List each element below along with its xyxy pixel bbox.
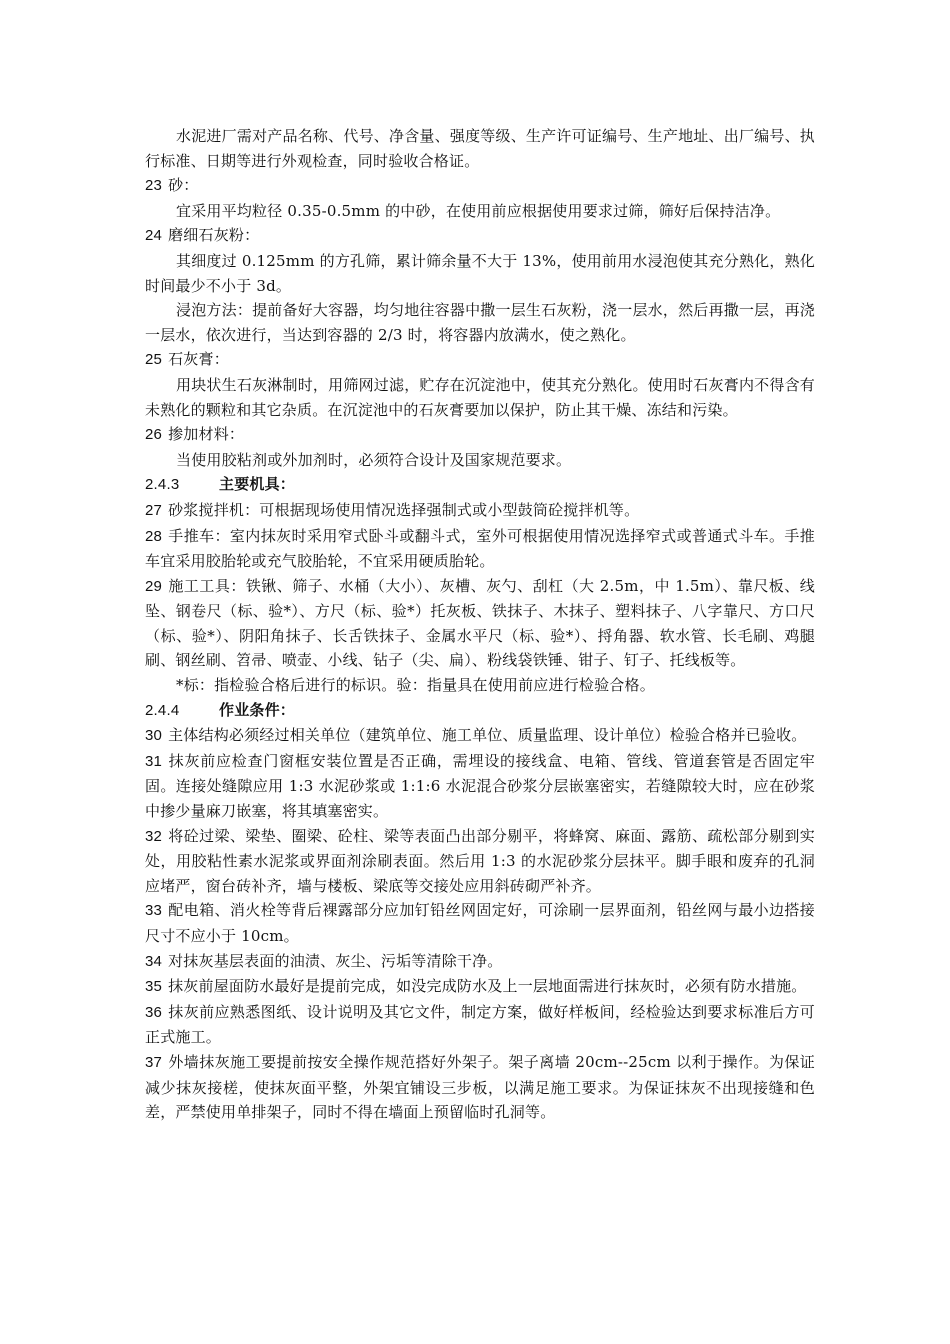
document-body	[145, 124, 815, 1125]
item-text: 抹灰前屋面防水最好是提前完成，如没完成防水及上一层地面需进行抹灰时，必须有防水措施。	[168, 977, 807, 996]
item-23-heading	[145, 173, 815, 199]
item-text: 将砼过梁、梁垫、圈梁、砼柱、梁等表面凸出部分剔平，将蜂窝、麻面、露筋、疏松部分剔到实处，用胶粘性素水泥浆或界面剂涂刷表面。然后用 1:3 的水泥砂浆分层抹平。脚手眼和废弃的孔洞应堵严，窗台砖补齐，墙与楼板、梁底等交接处应用斜砖砌严补齐。	[145, 826, 815, 895]
item-31	[145, 749, 815, 824]
item-35	[145, 974, 815, 1000]
item-27	[145, 498, 815, 524]
item-number: 29	[145, 577, 163, 595]
item-26-heading	[145, 422, 815, 448]
section-title: 作业条件：	[219, 700, 296, 719]
item-text: 施工工具：铁锹、筛子、水桶（大小）、灰槽、灰勺、刮杠（大 2.5m，中 1.5m）、靠尺板、线坠、钢卷尺（标、验*）、方尺（标、验*）托灰板、铁抹子、木抹子、塑料抹子、八字靠尺、方口尺（标、验*）、阴阳角抹子、长舌铁抹子、金属水平尺（标、验*）、捋角器、软水管、长毛刷、鸡腿刷、钢丝刷、笤帚、喷壶、小线、钻子（尖、扁）、粉线袋铁锤、钳子、钉子、托线板等。	[145, 576, 815, 670]
section-number: 2.4.4	[145, 701, 180, 719]
item-24-heading	[145, 223, 815, 249]
item-number: 23	[145, 177, 163, 195]
item-number: 27	[145, 501, 163, 519]
paragraph-lime-putty: 用块状生石灰淋制时，用筛网过滤，贮存在沉淀池中，使其充分熟化。使用时石灰膏内不得含有未熟化的颗粒和其它杂质。在沉淀池中的石灰膏要加以保护，防止其干燥、冻结和污染。	[145, 375, 815, 419]
item-number: 36	[145, 1003, 163, 1021]
section-heading-2-4-3	[145, 472, 815, 498]
item-label: 磨细石灰粉：	[168, 226, 260, 245]
paragraph-cement-inspection: 水泥进厂需对产品名称、代号、净含量、强度等级、生产许可证编号、生产地址、出厂编号、执行标准、日期等进行外观检查，同时验收合格证。	[145, 127, 815, 170]
item-33	[145, 898, 815, 948]
item-text: 主体结构必须经过相关单位（建筑单位、施工单位、质量监理、设计单位）检验合格并已验收。	[168, 726, 807, 745]
item-number: 24	[145, 227, 163, 245]
item-text: 外墙抹灰施工要提前按安全操作规范搭好外架子。架子离墙 20cm--25cm 以利于操作。为保证减少抹灰接槎，使抹灰面平整，外架宜铺设三步板，以满足施工要求。为保证抹灰不出现接缝和色差，严禁使用单排架子，同时不得在墙面上预留临时孔洞等。	[145, 1052, 815, 1122]
item-29	[145, 574, 815, 673]
item-text: 配电箱、消火栓等背后裸露部分应加钉铅丝网固定好，可涂刷一层界面剂，铅丝网与最小边搭接尺寸不应小于 10cm。	[145, 901, 815, 945]
section-heading-2-4-4	[145, 698, 815, 724]
item-number: 34	[145, 952, 163, 970]
item-label: 石灰膏：	[168, 350, 229, 369]
item-number: 33	[145, 902, 163, 920]
item-number: 32	[145, 827, 163, 845]
item-label: 砂：	[168, 176, 199, 195]
item-text: 砂浆搅拌机：可根据现场使用情况选择强制式或小型鼓筒砼搅拌机等。	[168, 500, 640, 519]
item-25-heading	[145, 347, 815, 373]
item-number: 25	[145, 351, 163, 369]
paragraph-sand: 宜采用平均粒径 0.35-0.5mm 的中砂，在使用前应根据使用要求过筛，筛好后保持洁净。	[176, 201, 781, 220]
item-37	[145, 1050, 815, 1125]
item-text: 对抹灰基层表面的油渍、灰尘、污垢等清除干净。	[168, 951, 503, 970]
paragraph-lime-soaking: 浸泡方法：提前备好大容器，均匀地往容器中撒一层生石灰粉，浇一层水，然后再撒一层，再浇一层水，依次进行，当达到容器的 2/3 时，将容器内放满水，使之熟化。	[145, 301, 815, 344]
item-number: 26	[145, 426, 163, 444]
section-number: 2.4.3	[145, 476, 180, 494]
item-number: 31	[145, 752, 163, 770]
item-36	[145, 1000, 815, 1050]
item-number: 35	[145, 978, 163, 996]
item-32	[145, 824, 815, 899]
item-number: 28	[145, 527, 163, 545]
item-28	[145, 524, 815, 574]
item-number: 37	[145, 1053, 163, 1071]
item-text: 抹灰前应检查门窗框安装位置是否正确，需埋设的接线盒、电箱、管线、管道套管是否固定牢固。连接处缝隙应用 1:3 水泥砂浆或 1:1:6 水泥混合砂浆分层嵌塞密实，若缝隙较大时，应在砂浆中掺少量麻刀嵌塞，将其填塞密实。	[145, 751, 815, 821]
item-number: 30	[145, 727, 163, 745]
item-label: 掺加材料：	[168, 425, 245, 444]
item-text: 手推车：室内抹灰时采用窄式卧斗或翻斗式，室外可根据使用情况选择窄式或普通式斗车。手推车宜采用胶胎轮或充气胶胎轮，不宜采用硬质胎轮。	[145, 526, 815, 571]
paragraph-lime-fineness: 其细度过 0.125mm 的方孔筛，累计筛余量不大于 13%，使用前用水浸泡使其充分熟化，熟化时间最少不小于 3d。	[145, 251, 815, 295]
section-title: 主要机具：	[219, 475, 296, 494]
item-text: 抹灰前应熟悉图纸、设计说明及其它文件，制定方案，做好样板间，经检验达到要求标准后方可正式施工。	[145, 1002, 815, 1047]
item-34	[145, 949, 815, 975]
paragraph-tool-note: *标：指检验合格后进行的标识。验：指量具在使用前应进行检验合格。	[176, 676, 655, 695]
paragraph-admixture: 当使用胶粘剂或外加剂时，必须符合设计及国家规范要求。	[176, 450, 572, 469]
item-30	[145, 723, 815, 749]
